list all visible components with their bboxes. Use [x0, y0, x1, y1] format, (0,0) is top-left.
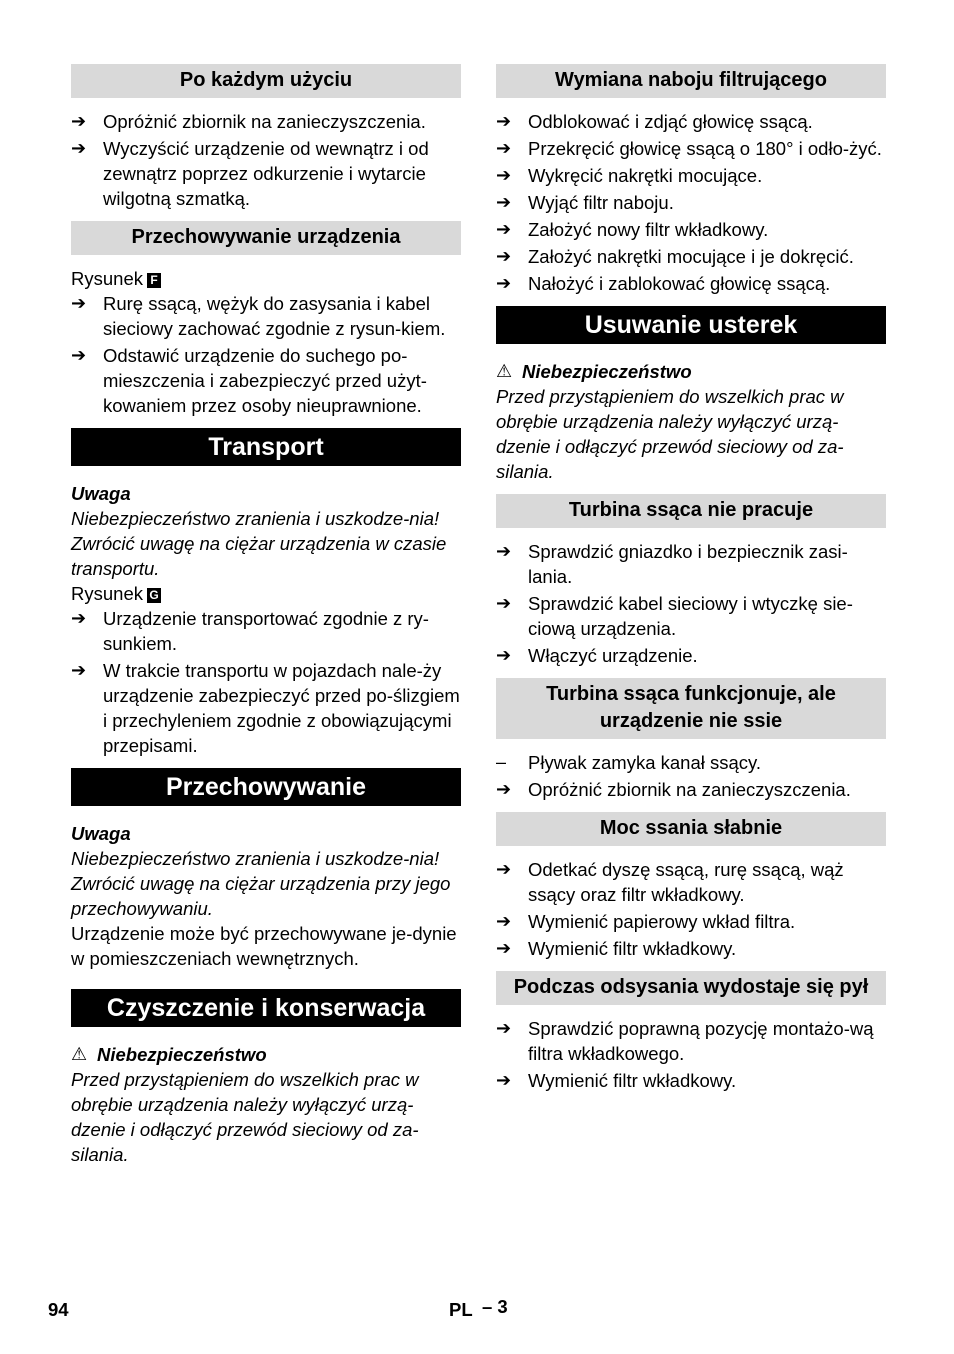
list-item	[496, 136, 886, 161]
list-item-text: Nałożyć i zablokować głowicę ssącą.	[528, 273, 831, 294]
list-item-text: Wykręcić nakrętki mocujące.	[528, 165, 763, 186]
list-item-text: Opróżnić zbiornik na zanieczyszczenia.	[103, 111, 426, 132]
list-item	[71, 109, 461, 134]
list-item	[496, 591, 886, 641]
list-item-text: Odetkać dyszę ssącą, rurę ssącą, wąż ssący oraz filtr wkładkowy.	[528, 859, 844, 905]
list-item	[71, 343, 461, 418]
arrow-right-icon: ➔	[71, 138, 87, 158]
heading-transport: Transport	[71, 428, 461, 466]
figure-letter-f: F	[147, 273, 161, 288]
list-item	[496, 909, 886, 934]
list-item	[496, 109, 886, 134]
list-item-text: Odstawić urządzenie do suchego po-mieszczenia i zabezpieczyć przed użyt-kowaniem przez osoby nieuprawnione.	[103, 345, 427, 416]
heading-dust-escapes: Podczas odsysania wydostaje się pył	[496, 971, 886, 1005]
arrow-right-icon: ➔	[71, 111, 87, 131]
turbine-works-no-suction-list	[496, 750, 886, 802]
heading-turbine-works-no-suction: Turbina ssąca funkcjonuje, ale urządzenie nie ssie	[496, 678, 886, 739]
arrow-right-icon: ➔	[496, 911, 512, 931]
list-item	[496, 750, 886, 775]
list-item-text: Wyczyścić urządzenie od wewnątrz i od zewnątrz poprzez odkurzenie i wytarcie wilgotną szmatką.	[103, 138, 429, 209]
page-number: 94	[48, 1299, 69, 1320]
warning-triangle-icon: ⚠	[71, 1044, 88, 1064]
dust-escapes-list	[496, 1016, 886, 1093]
list-item-text: Urządzenie transportować zgodnie z ry-sunkiem.	[103, 608, 429, 654]
list-item-text: Wymienić papierowy wkład filtra.	[528, 911, 796, 932]
heading-after-use: Po każdym użyciu	[71, 64, 461, 98]
list-item-text: Sprawdzić kabel sieciowy i wtyczkę sie-ciową urządzenia.	[528, 593, 853, 639]
list-item-text: W trakcie transportu w pojazdach nale-ży urządzenie zabezpieczyć przed po-ślizgiem i przechyleniem zgodnie z obowiązującymi przepisami.	[103, 660, 460, 756]
warning-label: Niebezpieczeństwo	[97, 1044, 267, 1065]
list-item	[496, 244, 886, 269]
list-item-text: Założyć nakrętki mocujące i je dokręcić.	[528, 246, 854, 267]
heading-storage: Przechowywanie	[71, 768, 461, 806]
dash-bullet: –	[496, 752, 507, 772]
list-item	[71, 136, 461, 211]
figure-label: Rysunek	[71, 583, 143, 604]
arrow-right-icon: ➔	[496, 541, 512, 561]
cleaning-warning-title	[71, 1042, 461, 1067]
arrow-right-icon: ➔	[496, 779, 512, 799]
list-item	[71, 291, 461, 341]
list-item	[496, 777, 886, 802]
arrow-right-icon: ➔	[496, 593, 512, 613]
warning-label: Niebezpieczeństwo	[522, 361, 692, 382]
list-item-text: Wyjąć filtr naboju.	[528, 192, 674, 213]
heading-cleaning-maintenance: Czyszczenie i konserwacja	[71, 989, 461, 1027]
list-item	[496, 163, 886, 188]
storage-note-title: Uwaga	[71, 823, 131, 844]
storage-text: Urządzenie może być przechowywane je-dynie w pomieszczeniach wewnętrznych.	[71, 923, 457, 969]
heading-suction-power-weakens: Moc ssania słabnie	[496, 812, 886, 846]
arrow-right-icon: ➔	[496, 859, 512, 879]
list-item	[496, 936, 886, 961]
arrow-right-icon: ➔	[496, 273, 512, 293]
heading-turbine-not-working: Turbina ssąca nie pracuje	[496, 494, 886, 528]
list-item	[71, 658, 461, 758]
figure-reference-f	[71, 266, 461, 291]
list-item	[496, 1068, 886, 1093]
arrow-right-icon: ➔	[71, 345, 87, 365]
heading-device-storage: Przechowywanie urządzenia	[71, 221, 461, 255]
troubleshooting-warning-title	[496, 359, 886, 384]
suction-power-list	[496, 857, 886, 961]
list-item-text: Pływak zamyka kanał ssący.	[528, 752, 762, 773]
right-column	[496, 64, 886, 1103]
list-item-text: Sprawdzić poprawną pozycję montażo-wą filtra wkładkowego.	[528, 1018, 874, 1064]
after-use-list	[71, 109, 461, 211]
arrow-right-icon: ➔	[496, 219, 512, 239]
warning-triangle-icon: ⚠	[496, 361, 513, 381]
troubleshooting-warning-text: Przed przystąpieniem do wszelkich prac w obrębie urządzenia należy wyłączyć urzą-dzenie i odłączyć przewód sieciowy od za-silania.	[496, 386, 844, 482]
arrow-right-icon: ➔	[71, 293, 87, 313]
device-storage-list	[71, 291, 461, 418]
list-item	[71, 606, 461, 656]
list-item-text: Odblokować i zdjąć głowicę ssącą.	[528, 111, 813, 132]
heading-troubleshooting: Usuwanie usterek	[496, 306, 886, 344]
arrow-right-icon: ➔	[496, 246, 512, 266]
list-item-text: Opróżnić zbiornik na zanieczyszczenia.	[528, 779, 851, 800]
transport-note-text: Niebezpieczeństwo zranienia i uszkodze-nia! Zwrócić uwagę na ciężar urządzenia w czasie transportu.	[71, 508, 447, 579]
arrow-right-icon: ➔	[496, 138, 512, 158]
left-column	[71, 64, 461, 1167]
list-item-text: Wymienić filtr wkładkowy.	[528, 938, 737, 959]
list-item	[496, 643, 886, 668]
turbine-works-arrow-items	[496, 777, 886, 802]
list-item-text: Rurę ssącą, wężyk do zasysania i kabel sieciowy zachować zgodnie z rysun-kiem.	[103, 293, 446, 339]
arrow-right-icon: ➔	[496, 645, 512, 665]
turbine-not-working-list	[496, 539, 886, 668]
filter-replacement-list	[496, 109, 886, 296]
language-code: PL	[449, 1299, 473, 1320]
list-item	[496, 271, 886, 296]
list-item-text: Przekręcić głowicę ssącą o 180° i odło-żyć.	[528, 138, 882, 159]
list-item	[496, 217, 886, 242]
figure-reference-g	[71, 581, 461, 606]
list-item-text: Włączyć urządzenie.	[528, 645, 698, 666]
figure-letter-g: G	[147, 588, 161, 603]
list-item-text: Założyć nowy filtr wkładkowy.	[528, 219, 769, 240]
arrow-right-icon: ➔	[496, 1070, 512, 1090]
arrow-right-icon: ➔	[496, 111, 512, 131]
heading-filter-replacement: Wymiana naboju filtrującego	[496, 64, 886, 98]
list-item	[496, 190, 886, 215]
list-item	[496, 857, 886, 907]
transport-note-title: Uwaga	[71, 483, 131, 504]
storage-note-text: Niebezpieczeństwo zranienia i uszkodze-nia! Zwrócić uwagę na ciężar urządzenia przy jego przechowywaniu.	[71, 848, 451, 919]
arrow-right-icon: ➔	[71, 608, 87, 628]
transport-list	[71, 606, 461, 758]
arrow-right-icon: ➔	[496, 192, 512, 212]
section-number: – 3	[482, 1296, 508, 1317]
list-item-text: Sprawdzić gniazdko i bezpiecznik zasi-lania.	[528, 541, 848, 587]
arrow-right-icon: ➔	[496, 1018, 512, 1038]
list-item	[496, 539, 886, 589]
list-item	[496, 1016, 886, 1066]
arrow-right-icon: ➔	[496, 938, 512, 958]
cleaning-warning-text: Przed przystąpieniem do wszelkich prac w obrębie urządzenia należy wyłączyć urzą-dzenie i odłączyć przewód sieciowy od za-silania.	[71, 1069, 419, 1165]
arrow-right-icon: ➔	[496, 165, 512, 185]
list-item-text: Wymienić filtr wkładkowy.	[528, 1070, 737, 1091]
figure-label: Rysunek	[71, 268, 143, 289]
arrow-right-icon: ➔	[71, 660, 87, 680]
